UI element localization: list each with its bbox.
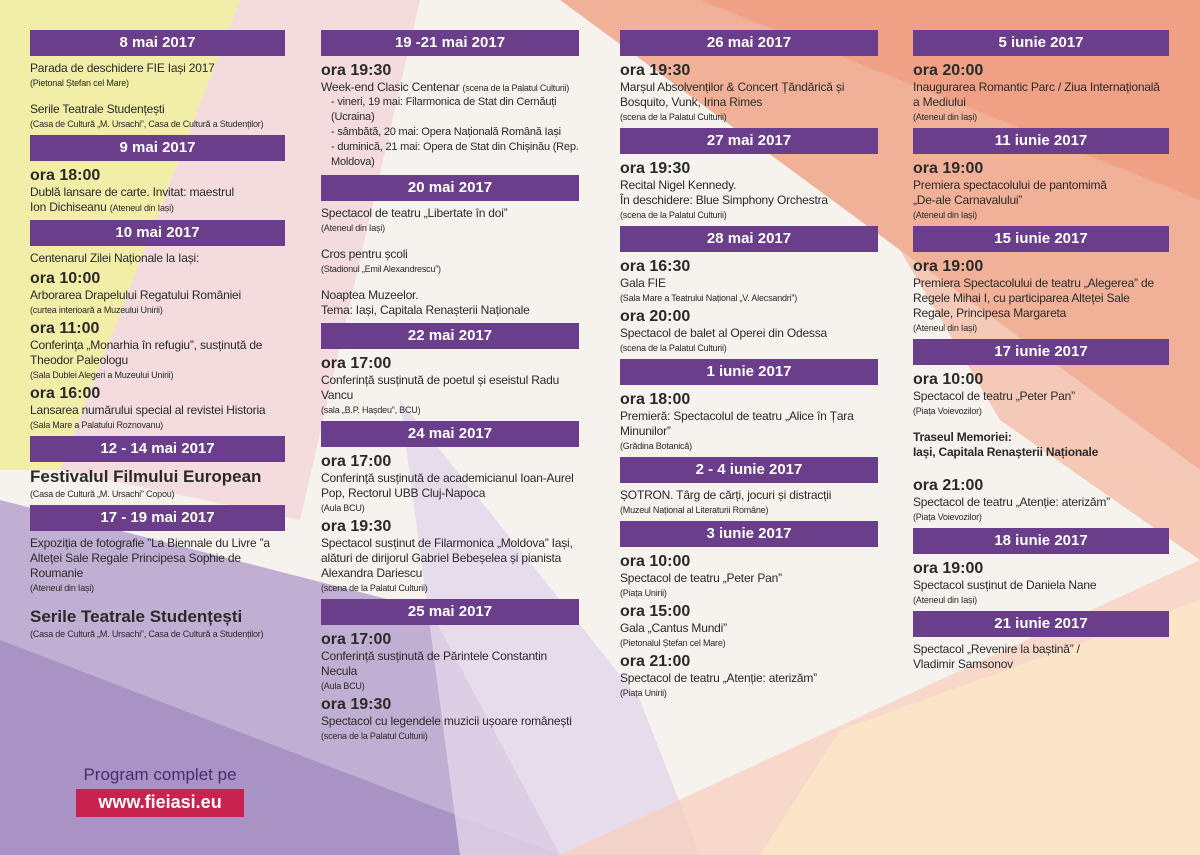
date-header: 21 iunie 2017 — [913, 611, 1169, 637]
event-text: Cros pentru școli — [321, 247, 408, 261]
day-10-mai — [30, 220, 285, 431]
event-subitem: - vineri, 19 mai: Filarmonica de Stat din Cernăuți (Ucraina) — [331, 96, 557, 123]
event-location: (Stadionul „Emil Alexandrescu”) — [321, 264, 441, 274]
event-title: Traseul Memoriei: — [913, 430, 1012, 444]
event-location: (curtea interioară a Muzeului Unirii) — [30, 305, 163, 315]
date-header: 19 -21 mai 2017 — [321, 30, 579, 56]
event-time: ora 11:00 — [30, 320, 100, 337]
event-location: (Pietonalul Ștefan cel Mare) — [620, 638, 726, 648]
event-time: ora 15:00 — [620, 603, 691, 620]
event-text: Noaptea Muzeelor. — [321, 288, 419, 302]
event-text: Parada de deschidere FIE Iași 2017 — [30, 61, 215, 75]
date-header: 11 iunie 2017 — [913, 128, 1169, 154]
event-text: Centenarul Zilei Naționale la Iași: — [30, 251, 200, 265]
event-time: ora 20:00 — [913, 62, 984, 79]
day-18-iunie — [913, 528, 1169, 606]
day-24-mai — [321, 421, 579, 594]
event-time: ora 10:00 — [620, 553, 691, 570]
event-location: (Piața Voievozilor) — [913, 512, 982, 522]
date-header: 5 iunie 2017 — [913, 30, 1169, 56]
event-location: (Piața Unirii) — [620, 688, 667, 698]
promo-block — [70, 765, 250, 817]
event-location: (Sala Dublei Alegeri a Muzeului Unirii) — [30, 370, 174, 380]
event-location: (Sala Mare a Teatrului Național „V. Alecsandri”) — [620, 293, 797, 303]
event-title: Serile Teatrale Studențești — [30, 607, 243, 626]
event-time: ora 20:00 — [620, 308, 691, 325]
event-time: ora 10:00 — [913, 371, 984, 388]
day-9-mai — [30, 135, 285, 215]
day-12-14-mai — [30, 436, 285, 500]
event-location: (Ateneul din Iași) — [109, 203, 174, 213]
day-2-4-iunie — [620, 457, 878, 516]
day-3-iunie — [620, 521, 878, 699]
event-text: Conferință susținută de Părintele Constantin Necula — [321, 649, 548, 678]
date-header: 27 mai 2017 — [620, 128, 878, 154]
event-text: Spectacol de teatru „Libertate în doi” — [321, 206, 508, 220]
day-17-19-mai — [30, 505, 285, 640]
event-subitem: - sâmbătă, 20 mai: Opera Națională Română Iași — [331, 126, 561, 138]
date-header: 15 iunie 2017 — [913, 226, 1169, 252]
day-27-mai — [620, 128, 878, 221]
event-text: Week-end Clasic Centenar — [321, 80, 460, 94]
event-location: (Casa de Cultură „M. Ursachi”, Casa de Cultură a Studenților) — [30, 629, 264, 639]
event-text: Lansarea numărului special al revistei Historia — [30, 403, 266, 417]
day-20-mai — [321, 175, 579, 318]
day-11-iunie — [913, 128, 1169, 221]
event-location: (scena de la Palatul Culturii) — [462, 83, 570, 93]
event-text: ȘOTRON. Târg de cărți, jocuri și distracții — [620, 488, 832, 502]
event-text: Spectacol cu legendele muzicii ușoare românești — [321, 714, 572, 728]
event-time: ora 19:30 — [321, 518, 392, 535]
event-location: (Piața Voievozilor) — [913, 406, 982, 416]
event-text: Spectacol de teatru „Peter Pan” — [913, 389, 1075, 403]
date-header: 8 mai 2017 — [30, 30, 285, 56]
event-text: Premiera Spectacolului de teatru „Alegerea” de Regele Mihai I, cu participarea Alteței Sale Regale, Principesa Margareta — [913, 276, 1154, 320]
promo-text: Program complet pe — [83, 765, 237, 784]
event-text: Arborarea Drapelului Regatului României — [30, 288, 241, 302]
event-location: (Casa de Cultură „M. Ursachi”, Casa de Cultură a Studenților) — [30, 119, 264, 129]
day-28-mai — [620, 226, 878, 354]
event-time: ora 18:00 — [30, 167, 101, 184]
event-location: (scena de la Palatul Culturii) — [321, 583, 428, 593]
date-header: 17 - 19 mai 2017 — [30, 505, 285, 531]
event-text: Spectacol de teatru „Atenție: aterizăm” — [620, 671, 817, 685]
event-subitem: - duminică, 21 mai: Opera de Stat din Chișinău (Rep. Moldova) — [331, 141, 579, 168]
event-time: ora 17:00 — [321, 355, 392, 372]
day-5-iunie — [913, 30, 1169, 123]
event-location: (Ateneul din Iași) — [321, 223, 385, 233]
column-3 — [620, 30, 878, 704]
event-text: Vladimir Samsonov — [913, 657, 1013, 671]
date-header: 28 mai 2017 — [620, 226, 878, 252]
event-time: ora 19:30 — [321, 62, 392, 79]
day-19-21-mai — [321, 30, 579, 170]
event-time: ora 19:00 — [913, 160, 984, 177]
event-time: ora 19:00 — [913, 560, 984, 577]
event-text: Tema: Iași, Capitala Renașterii Naționale — [321, 303, 530, 317]
event-text: „De-ale Carnavalului” — [913, 193, 1023, 207]
event-text: Spectacol de balet al Operei din Odessa — [620, 326, 827, 340]
day-25-mai — [321, 599, 579, 742]
event-text: Spectacol susținut de Filarmonica „Moldova” Iași, alături de dirijorul Gabriel Bebeșelea și pianista Alexandra Dariescu — [321, 536, 573, 580]
event-location: (Ateneul din Iași) — [913, 210, 977, 220]
event-text: Spectacol de teatru „Peter Pan” — [620, 571, 782, 585]
date-header: 9 mai 2017 — [30, 135, 285, 161]
event-location: (Sala Mare a Palatului Roznovanu) — [30, 420, 163, 430]
festival-title: Festivalul Filmului European — [30, 467, 262, 486]
event-time: ora 17:00 — [321, 631, 392, 648]
date-header: 2 - 4 iunie 2017 — [620, 457, 878, 483]
column-1 — [30, 30, 285, 645]
event-text: Marșul Absolvenților & Concert Țăndărică și Bosquito, Vunk, Irina Rimes — [620, 80, 845, 109]
event-text: Spectacol susținut de Daniela Nane — [913, 578, 1097, 592]
event-location: (Ateneul din Iași) — [913, 323, 977, 333]
date-header: 26 mai 2017 — [620, 30, 878, 56]
event-location: (scena de la Palatul Culturii) — [321, 731, 428, 741]
event-text: În deschidere: Blue Simphony Orchestra — [620, 193, 828, 207]
event-text: Premieră: Spectacolul de teatru „Alice în Țara Minunilor” — [620, 409, 854, 438]
date-header: 20 mai 2017 — [321, 175, 579, 201]
event-text: Conferință susținută de poetul și eseistul Radu Vancu — [321, 373, 560, 402]
event-location: (scena de la Palatul Culturii) — [620, 343, 727, 353]
column-4 — [913, 30, 1169, 677]
event-text: Conferință susținută de academicianul Ioan-Aurel Pop, Rectorul UBB Cluj-Napoca — [321, 471, 574, 500]
date-header: 24 mai 2017 — [321, 421, 579, 447]
event-time: ora 19:30 — [620, 160, 691, 177]
event-text: Spectacol de teatru „Atenție: aterizăm” — [913, 495, 1110, 509]
event-location: (Aula BCU) — [321, 681, 365, 691]
event-location: (Ateneul din Iași) — [30, 583, 94, 593]
day-26-mai — [620, 30, 878, 123]
date-header: 22 mai 2017 — [321, 323, 579, 349]
day-22-mai — [321, 323, 579, 416]
date-header: 18 iunie 2017 — [913, 528, 1169, 554]
event-text: Spectacol „Revenire la baștină” / — [913, 642, 1080, 656]
event-location: (sala „B.P. Hașdeu”, BCU) — [321, 405, 421, 415]
column-2 — [321, 30, 579, 747]
event-location: (Ateneul din Iași) — [913, 112, 977, 122]
date-header: 12 - 14 mai 2017 — [30, 436, 285, 462]
event-time: ora 16:00 — [30, 385, 101, 402]
day-21-iunie — [913, 611, 1169, 672]
event-title: Iași, Capitala Renașterii Naționale — [913, 445, 1099, 459]
event-time: ora 19:30 — [620, 62, 691, 79]
event-text: Conferința „Monarhia în refugiu”, susținută de Theodor Paleologu — [30, 338, 263, 367]
event-text: Inaugurarea Romantic Parc / Ziua Internațională a Mediului — [913, 80, 1160, 109]
event-text: Expoziția de fotografie ”La Biennale du Livre ”a Alteței Sale Regale Principesa Sophie de Roumanie — [30, 536, 270, 580]
event-time: ora 19:30 — [321, 696, 392, 713]
event-location: (Aula BCU) — [321, 503, 365, 513]
website-link[interactable]: www.fieiasi.eu — [76, 789, 243, 817]
event-text: Ion Dichiseanu — [30, 200, 107, 214]
date-header: 10 mai 2017 — [30, 220, 285, 246]
event-text: Dublă lansare de carte. Invitat: maestrul — [30, 185, 234, 199]
event-text: Gala „Cantus Mundi” — [620, 621, 727, 635]
event-time: ora 19:00 — [913, 258, 984, 275]
event-time: ora 10:00 — [30, 270, 101, 287]
date-header: 1 iunie 2017 — [620, 359, 878, 385]
event-location: (Muzeul Național al Literaturii Române) — [620, 505, 769, 515]
day-1-iunie — [620, 359, 878, 452]
event-location: (Ateneul din Iași) — [913, 595, 977, 605]
event-text: Gala FIE — [620, 276, 666, 290]
event-time: ora 18:00 — [620, 391, 691, 408]
event-time: ora 17:00 — [321, 453, 392, 470]
event-text: Serile Teatrale Studențești — [30, 102, 165, 116]
event-location: (scena de la Palatul Culturii) — [620, 210, 727, 220]
event-time: ora 16:30 — [620, 258, 691, 275]
day-15-iunie — [913, 226, 1169, 334]
event-location: (scena de la Palatul Culturii) — [620, 112, 727, 122]
event-time: ora 21:00 — [620, 653, 691, 670]
event-text — [321, 80, 579, 95]
date-header: 3 iunie 2017 — [620, 521, 878, 547]
event-text — [30, 200, 285, 215]
event-location: (Grădina Botanică) — [620, 441, 692, 451]
event-location: (Piața Unirii) — [620, 588, 667, 598]
day-17-iunie — [913, 339, 1169, 523]
event-time: ora 21:00 — [913, 477, 984, 494]
event-location: (Casa de Cultură „M. Ursachi” Copou) — [30, 489, 175, 499]
date-header: 17 iunie 2017 — [913, 339, 1169, 365]
date-header: 25 mai 2017 — [321, 599, 579, 625]
event-location: (Pietonal Ștefan cel Mare) — [30, 78, 129, 88]
event-text: Recital Nigel Kennedy. — [620, 178, 737, 192]
event-text: Premiera spectacolului de pantomimă — [913, 178, 1107, 192]
day-8-mai — [30, 30, 285, 130]
